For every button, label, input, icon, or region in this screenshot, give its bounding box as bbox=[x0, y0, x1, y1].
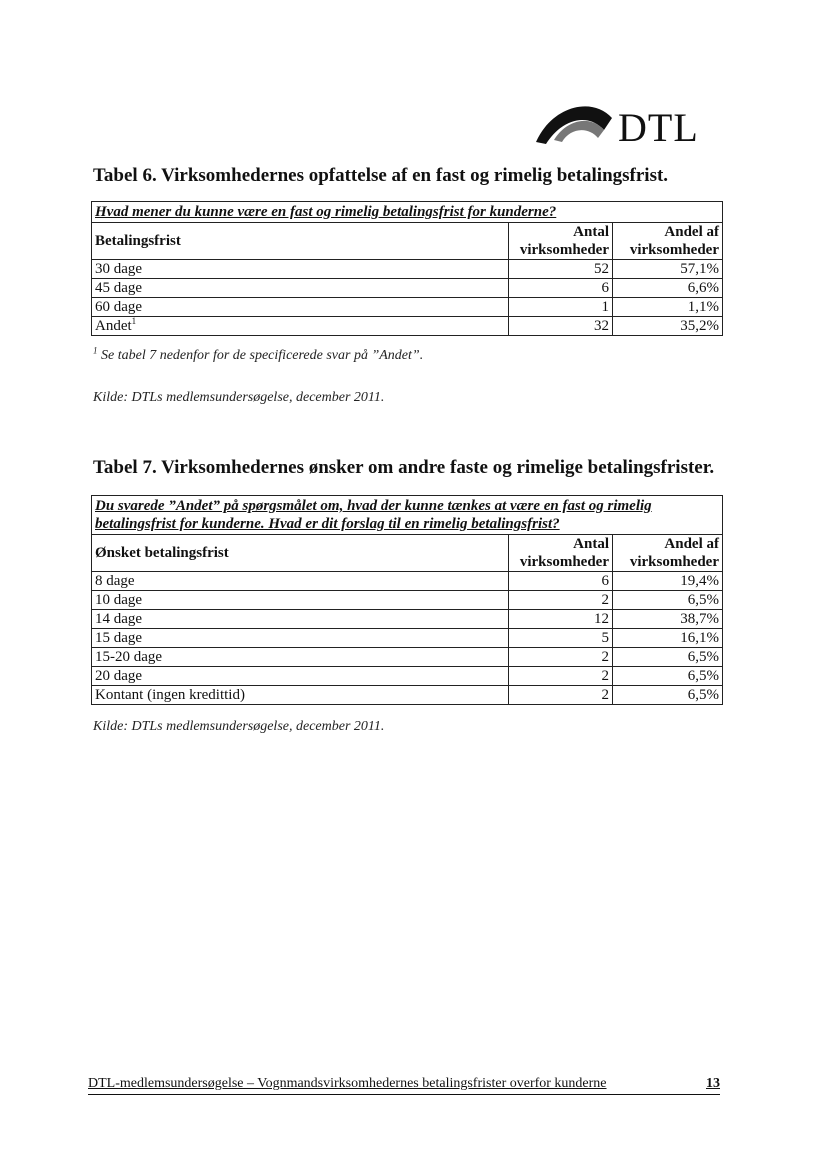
table-row bbox=[92, 591, 723, 610]
footnote-ref: 1 bbox=[131, 316, 137, 326]
row-label: Andet$^1$ bbox=[92, 317, 509, 336]
dtl-logo bbox=[532, 96, 702, 148]
row-share: 6,5% bbox=[613, 686, 723, 705]
table6-footnote: $^1$ Se tabel 7 nedenfor for de specificerede svar på ”Andet”. bbox=[93, 345, 424, 363]
table7 bbox=[91, 495, 723, 705]
row-share: 6,5% bbox=[613, 591, 723, 610]
row-label: 20 dage bbox=[92, 667, 509, 686]
table6-title: Tabel 6. Virksomhedernes opfattelse af en fast og rimelig betalingsfrist. bbox=[93, 165, 669, 186]
table-row bbox=[92, 260, 723, 279]
row-count: 2 bbox=[509, 686, 613, 705]
table6-source: Kilde: DTLs medlemsundersøgelse, december 2011. bbox=[93, 390, 385, 405]
row-count: 32 bbox=[509, 317, 613, 336]
table6-header-count: Antal virksomheder bbox=[509, 223, 613, 260]
table6 bbox=[91, 201, 723, 336]
table-row bbox=[92, 572, 723, 591]
row-share: 16,1% bbox=[613, 629, 723, 648]
row-label: 30 dage bbox=[92, 260, 509, 279]
table-row bbox=[92, 317, 723, 336]
table6-question: Hvad mener du kunne være en fast og rimelig betalingsfrist for kunderne? bbox=[92, 202, 723, 223]
row-share: 6,5% bbox=[613, 648, 723, 667]
row-share: 6,5% bbox=[613, 667, 723, 686]
row-count: 6 bbox=[509, 279, 613, 298]
table7-header-label: Ønsket betalingsfrist bbox=[92, 535, 509, 572]
page-footer bbox=[88, 1076, 720, 1095]
table-row bbox=[92, 279, 723, 298]
row-count: 2 bbox=[509, 648, 613, 667]
table7-question: Du svarede ”Andet” på spørgsmålet om, hvad der kunne tænkes at være en fast og rimelig betalingsfrist for kunderne. Hvad er dit forslag til en rimelig betalingsfrist? bbox=[92, 496, 723, 535]
logo-text: DTL bbox=[618, 105, 699, 150]
row-share: 19,4% bbox=[613, 572, 723, 591]
table7-header-count: Antal virksomheder bbox=[509, 535, 613, 572]
row-count: 6 bbox=[509, 572, 613, 591]
row-label: 14 dage bbox=[92, 610, 509, 629]
row-count: 2 bbox=[509, 667, 613, 686]
table6-header-share: Andel af virksomheder bbox=[613, 223, 723, 260]
table-row bbox=[92, 629, 723, 648]
dtl-arc-logo-icon bbox=[532, 96, 622, 148]
footer-text: DTL-medlemsundersøgelse – Vognmandsvirksomhedernes betalingsfrister overfor kunderne bbox=[88, 1076, 607, 1091]
row-count: 2 bbox=[509, 591, 613, 610]
table-row bbox=[92, 610, 723, 629]
row-label: 8 dage bbox=[92, 572, 509, 591]
table7-header-share: Andel af virksomheder bbox=[613, 535, 723, 572]
row-label: 15 dage bbox=[92, 629, 509, 648]
row-label: 45 dage bbox=[92, 279, 509, 298]
row-label: 60 dage bbox=[92, 298, 509, 317]
row-label: 15-20 dage bbox=[92, 648, 509, 667]
row-count: 1 bbox=[509, 298, 613, 317]
row-count: 52 bbox=[509, 260, 613, 279]
row-share: 38,7% bbox=[613, 610, 723, 629]
row-label: 10 dage bbox=[92, 591, 509, 610]
table-row bbox=[92, 686, 723, 705]
table-row bbox=[92, 298, 723, 317]
row-count: 12 bbox=[509, 610, 613, 629]
page-number: 13 bbox=[706, 1076, 720, 1091]
row-share: 57,1% bbox=[613, 260, 723, 279]
row-share: 6,6% bbox=[613, 279, 723, 298]
row-count: 5 bbox=[509, 629, 613, 648]
row-share: 35,2% bbox=[613, 317, 723, 336]
table7-source: Kilde: DTLs medlemsundersøgelse, december 2011. bbox=[93, 719, 385, 734]
row-label: Kontant (ingen kredittid) bbox=[92, 686, 509, 705]
table-row bbox=[92, 667, 723, 686]
table7-title: Tabel 7. Virksomhedernes ønsker om andre faste og rimelige betalingsfrister. bbox=[93, 457, 715, 478]
table6-header-label: Betalingsfrist bbox=[92, 223, 509, 260]
table-row bbox=[92, 648, 723, 667]
row-share: 1,1% bbox=[613, 298, 723, 317]
